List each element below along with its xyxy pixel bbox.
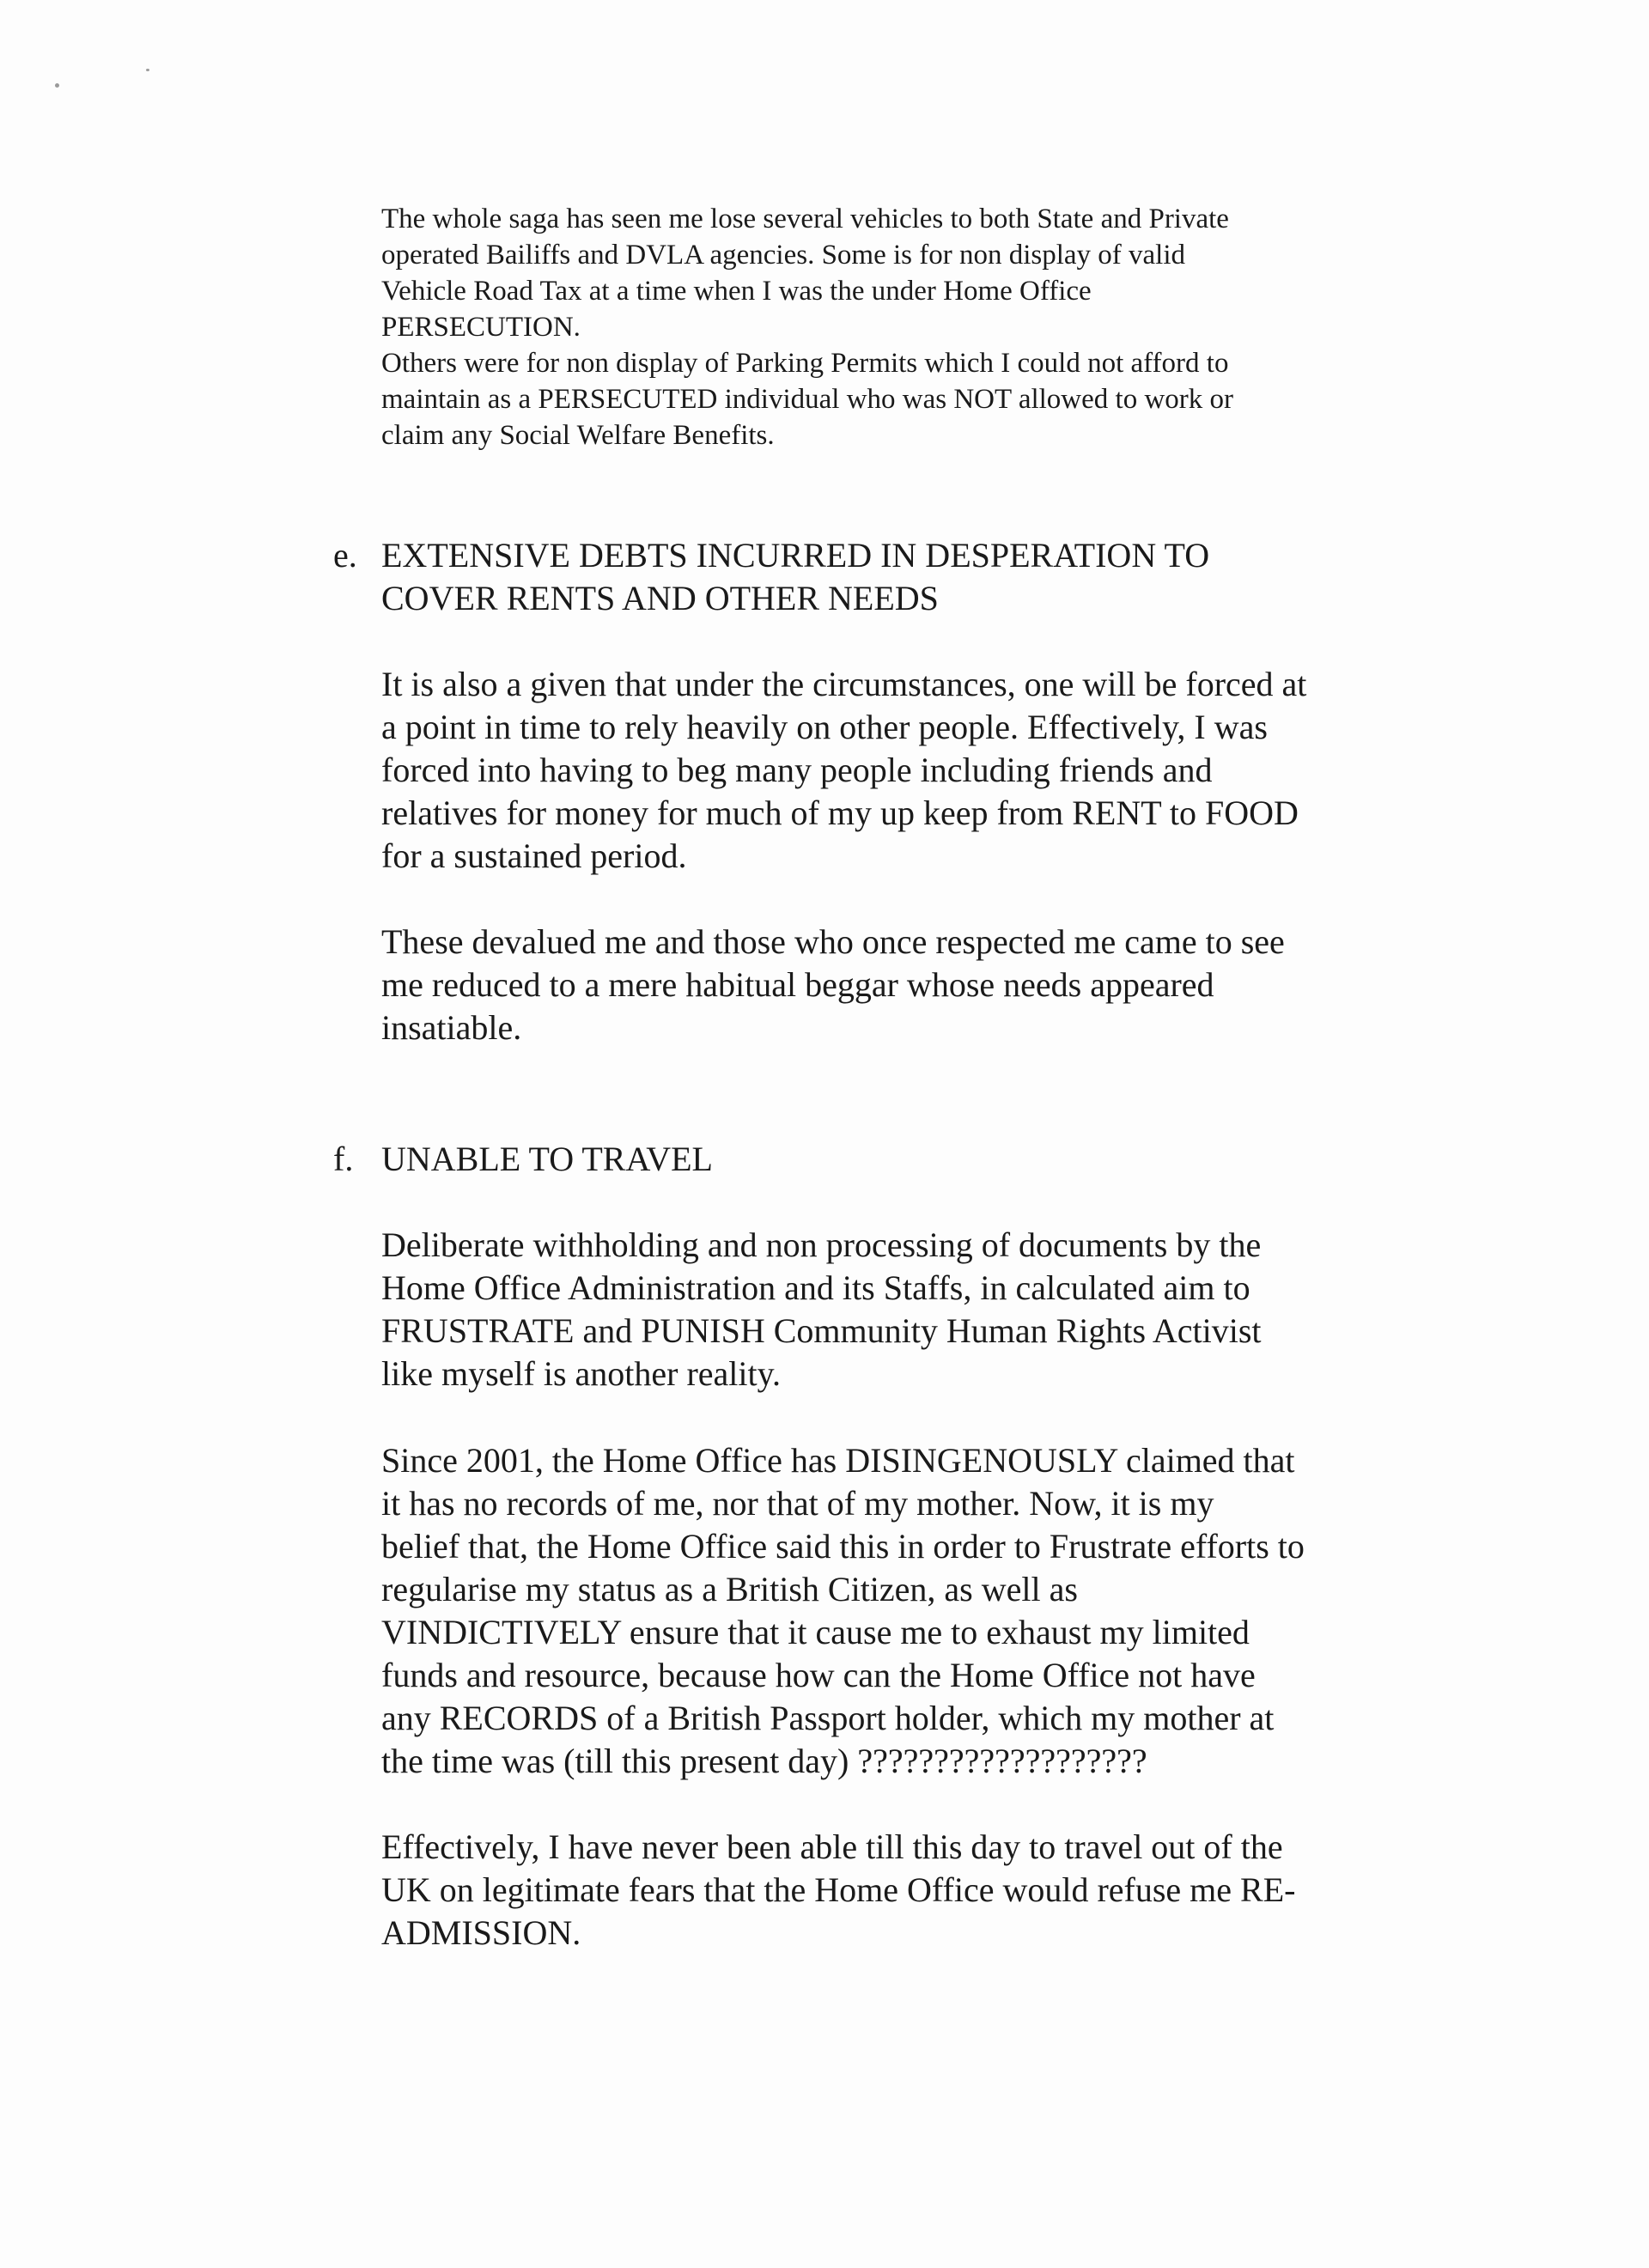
section-f-paragraph-3: Effectively, I have never been able till this day to travel out of the UK on legitimate fears that the Home Office would refuse me RE- ADMISSION.	[381, 1827, 1296, 1952]
scan-speck	[146, 69, 149, 71]
section-e-paragraph-1: It is also a given that under the circumstances, one will be forced at a point in time to rely heavily on other people. Effectively, I was forced into having to beg many people including friends and relatives for money for much of my up keep from RENT to FOOD for a sustained period.	[381, 665, 1307, 875]
scan-speck	[55, 83, 59, 88]
intro-block	[381, 201, 1429, 453]
intro-paragraph-2: Others were for non display of Parking Permits which I could not afford to maintain as a PERSECUTED individual who was NOT allowed to work or claim any Social Welfare Benefits.	[381, 348, 1234, 451]
section-f-paragraph-1: Deliberate withholding and non processing of documents by the Home Office Administration and its Staffs, in calculated aim to FRUSTRATE and PUNISH Community Human Rights Activist like myself is another reality.	[381, 1225, 1262, 1393]
section-e-heading: EXTENSIVE DEBTS INCURRED IN DESPERATION TO COVER RENTS AND OTHER NEEDS	[381, 536, 1210, 617]
section-f-marker: f.	[333, 1140, 354, 1178]
section-e-paragraph-2: These devalued me and those who once respected me came to see me reduced to a mere habitual beggar whose needs appeared insatiable.	[381, 922, 1285, 1047]
section-f-heading: UNABLE TO TRAVEL	[381, 1140, 713, 1178]
section-f-paragraph-2: Since 2001, the Home Office has DISINGENOUSLY claimed that it has no records of me, nor that of my mother. Now, it is my belief that, the Home Office said this in order to Frustrate efforts to regularise my status as a British Citizen, as well as VINDICTIVELY ensure that it cause me to exhaust my limited funds and resource, because how can the Home Office not have any RECORDS of a British Passport holder, which my mother at the time was (till this present day) ???????????????????	[381, 1441, 1305, 1780]
intro-paragraph-1: The whole saga has seen me lose several vehicles to both State and Private operated Bailiffs and DVLA agencies. Some is for non display of valid Vehicle Road Tax at a time when I was the under Home Office PERSECUTION.	[381, 204, 1229, 343]
section-e-marker: e.	[333, 536, 357, 575]
